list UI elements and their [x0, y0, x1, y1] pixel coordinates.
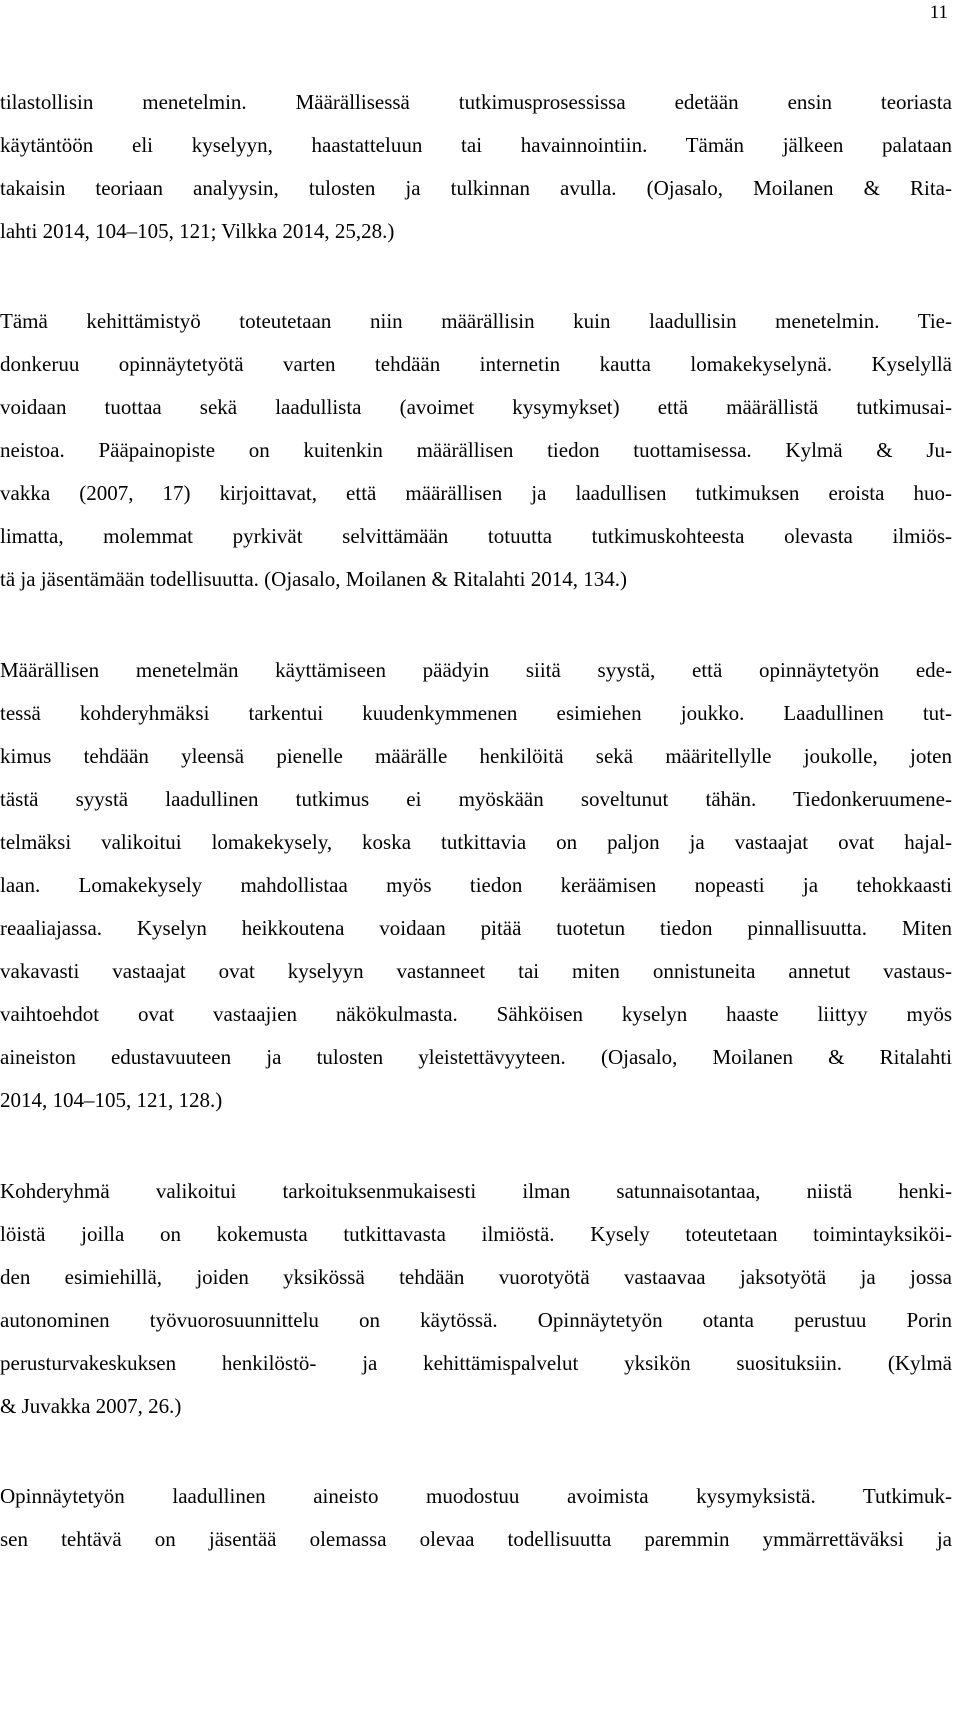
text-line: aineiston edustavuuteen ja tulosten yleistettävyyteen. (Ojasalo, Moilanen & Ritalahti [0, 1045, 952, 1069]
text-line: Opinnäytetyön laadullinen aineisto muodostuu avoimista kysymyksistä. Tutkimuk- [0, 1484, 952, 1508]
text-line: Tämä kehittämistyö toteutetaan niin määrällisin kuin laadullisin menetelmin. Tie- [0, 309, 952, 333]
text-line: sen tehtävä on jäsentää olemassa olevaa todellisuutta paremmin ymmärrettäväksi ja [0, 1527, 952, 1551]
text-line: reaaliajassa. Kyselyn heikkoutena voidaan pitää tuotetun tiedon pinnallisuutta. Miten [0, 916, 952, 940]
text-line: neistoa. Pääpainopiste on kuitenkin määrällisen tiedon tuottamisessa. Kylmä & Ju- [0, 438, 952, 462]
text-line: perusturvakeskuksen henkilöstö- ja kehittämispalvelut yksikön suosituksiin. (Kylmä [0, 1351, 952, 1375]
text-line: laan. Lomakekysely mahdollistaa myös tiedon keräämisen nopeasti ja tehokkaasti [0, 873, 952, 897]
text-line: telmäksi valikoitui lomakekysely, koska tutkittavia on paljon ja vastaajat ovat hajal- [0, 830, 952, 854]
text-line: kimus tehdään yleensä pienelle määrälle henkilöitä sekä määritellylle joukolle, joten [0, 744, 952, 768]
text-line: tessä kohderyhmäksi tarkentui kuudenkymmenen esimiehen joukko. Laadullinen tut- [0, 701, 952, 725]
text-line: käytäntöön eli kyselyyn, haastatteluun tai havainnointiin. Tämän jälkeen palataan [0, 133, 952, 157]
text-line: & Juvakka 2007, 26.) [0, 1394, 182, 1418]
text-line: lahti 2014, 104–105, 121; Vilkka 2014, 25,28.) [0, 219, 395, 243]
text-line: löistä joilla on kokemusta tutkittavasta ilmiöstä. Kysely toteutetaan toimintayksiköi- [0, 1222, 952, 1246]
text-line: tä ja jäsentämään todellisuutta. (Ojasalo, Moilanen & Ritalahti 2014, 134.) [0, 567, 627, 591]
text-line: vaihtoehdot ovat vastaajien näkökulmasta. Sähköisen kyselyn haaste liittyy myös [0, 1002, 952, 1026]
page-number: 11 [929, 2, 948, 23]
text-line: autonominen työvuorosuunnittelu on käytössä. Opinnäytetyön otanta perustuu Porin [0, 1308, 952, 1332]
text-line: tästä syystä laadullinen tutkimus ei myöskään soveltunut tähän. Tiedonkeruumene- [0, 787, 952, 811]
text-line: den esimiehillä, joiden yksikössä tehdään vuorotyötä vastaavaa jaksotyötä ja jossa [0, 1265, 952, 1289]
text-line: Määrällisen menetelmän käyttämiseen päädyin siitä syystä, että opinnäytetyön ede- [0, 658, 952, 682]
text-line: voidaan tuottaa sekä laadullista (avoimet kysymykset) että määrällistä tutkimusai- [0, 395, 952, 419]
text-line: takaisin teoriaan analyysin, tulosten ja tulkinnan avulla. (Ojasalo, Moilanen & Rita- [0, 176, 952, 200]
text-line: limatta, molemmat pyrkivät selvittämään totuutta tutkimuskohteesta olevasta ilmiös- [0, 524, 952, 548]
text-line: tilastollisin menetelmin. Määrällisessä tutkimusprosessissa edetään ensin teoriasta [0, 90, 952, 114]
text-line: vakavasti vastaajat ovat kyselyyn vastanneet tai miten onnistuneita annetut vastaus- [0, 959, 952, 983]
text-line: 2014, 104–105, 121, 128.) [0, 1088, 223, 1112]
text-line: vakka (2007, 17) kirjoittavat, että määrällisen ja laadullisen tutkimuksen eroista huo- [0, 481, 952, 505]
text-line: Kohderyhmä valikoitui tarkoituksenmukaisesti ilman satunnaisotantaa, niistä henki- [0, 1179, 952, 1203]
text-line: donkeruu opinnäytetyötä varten tehdään internetin kautta lomakekyselynä. Kyselyllä [0, 352, 952, 376]
